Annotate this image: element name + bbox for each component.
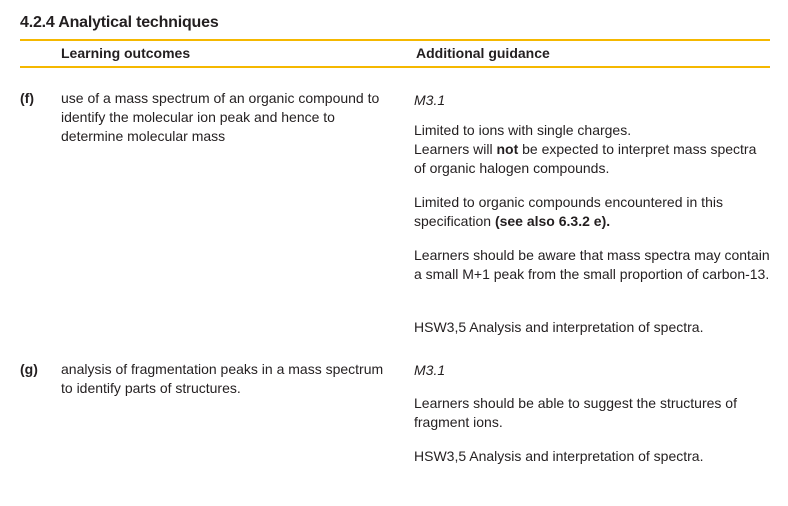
learning-outcome-f: use of a mass spectrum of an organic compound to identify the molecular ion peak and hence to determine molecular mass	[61, 90, 380, 144]
row-label-f: (f)	[20, 90, 34, 106]
guidance-mref-g: M3.1	[414, 362, 446, 378]
guidance-mref-f: M3.1	[414, 92, 446, 108]
guidance-f-para-2	[414, 193, 770, 231]
guidance-f-para-1	[414, 121, 770, 178]
row-label-g: (g)	[20, 361, 38, 377]
guidance-f-line-2	[414, 140, 770, 178]
guidance-f-pre: Learners will	[414, 141, 497, 157]
header-top-rule	[20, 39, 770, 41]
column-header-learning-outcomes: Learning outcomes	[61, 45, 191, 61]
guidance-f-line-1: Limited to ions with single charges.	[414, 122, 632, 138]
guidance-f-hsw: HSW3,5 Analysis and interpretation of spectra.	[414, 319, 704, 335]
column-header-additional-guidance: Additional guidance	[416, 45, 550, 61]
header-bottom-rule	[20, 66, 770, 68]
guidance-f-post: be expected to interpret mass spectra of organic halogen compounds.	[414, 141, 757, 176]
guidance-f-spec-text: Limited to organic compounds encountered in this specification	[414, 194, 723, 229]
guidance-g-hsw: HSW3,5 Analysis and interpretation of spectra.	[414, 448, 704, 464]
guidance-f-emphasis-not: not	[496, 141, 519, 157]
learning-outcome-g: analysis of fragmentation peaks in a mass spectrum to identify parts of structures.	[61, 361, 384, 396]
guidance-f-cross-reference: (see also 6.3.2 e).	[494, 213, 611, 229]
section-title: 4.2.4 Analytical techniques	[20, 14, 219, 31]
guidance-g-para-1: Learners should be able to suggest the structures of fragment ions.	[414, 395, 737, 430]
guidance-f-para-3: Learners should be aware that mass spectra may contain a small M+1 peak from the small proportion of carbon-13.	[414, 247, 770, 282]
